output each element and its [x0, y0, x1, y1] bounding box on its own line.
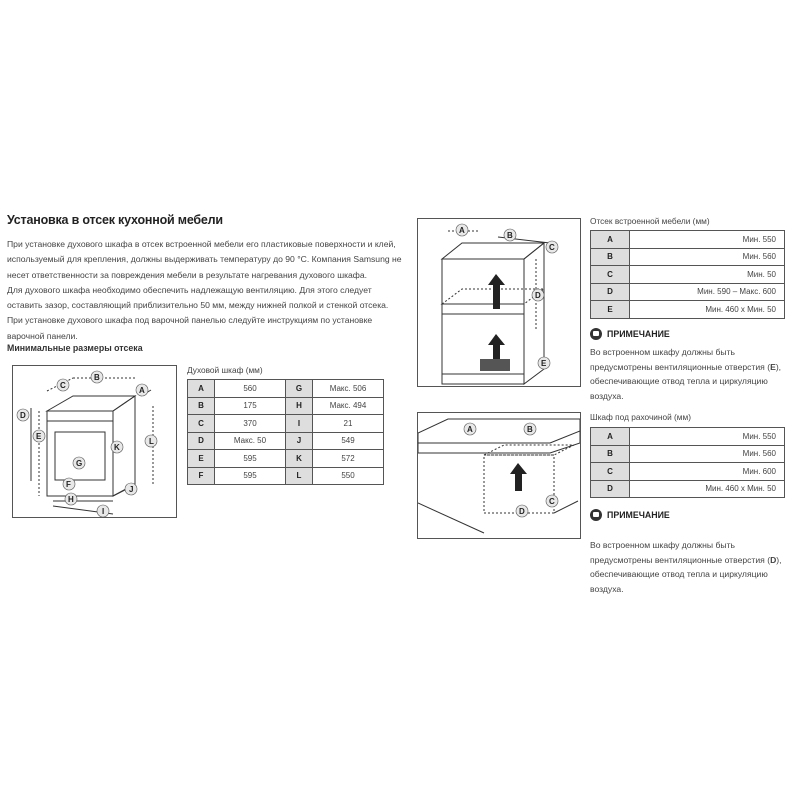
table-row [591, 266, 785, 284]
note-text-start: Во встроенном шкафу должны быть предусмотрены вентиляционные отверстия ( [590, 347, 771, 372]
table-key: L [286, 467, 313, 485]
builtin-note-text [590, 345, 790, 403]
table-value: 572 [313, 450, 384, 468]
table-row [188, 380, 384, 398]
builtin-label-b: B [507, 231, 513, 240]
table-value: 595 [215, 450, 286, 468]
table-key: C [591, 463, 630, 481]
under-hob-table-caption: Шкаф под рахочиной (мм) [590, 412, 691, 422]
table-value: Мин. 460 x Мин. 50 [630, 480, 785, 498]
table-key: A [188, 380, 215, 398]
under-hob-illustration [418, 413, 580, 538]
oven-dimensions-table [187, 379, 384, 485]
table-row [591, 301, 785, 319]
table-row [188, 415, 384, 433]
table-value: Мин. 50 [630, 266, 785, 284]
oven-label-c: C [60, 381, 66, 390]
builtin-note-heading [590, 328, 670, 340]
builtin-label-e: E [541, 359, 547, 368]
intro-paragraph: При установке духового шкафа в отсек встроенной мебели его пластиковые поверхности и клей, используемый для крепления, должны выдерживать температуру до 90 °C. Компания Samsung не несет ответственности за повреждения мебели в результате нагревания духового шкафа. [7, 239, 402, 280]
table-key: H [286, 397, 313, 415]
under-hob-diagram [417, 412, 581, 539]
oven-label-l: L [149, 437, 154, 446]
page-title: Установка в отсек кухонной мебели [7, 213, 223, 227]
oven-label-j: J [129, 485, 134, 494]
table-key: B [591, 248, 630, 266]
under-hob-label-c: C [549, 497, 555, 506]
note-key: D [770, 554, 777, 565]
min-dimensions-heading: Минимальные размеры отсека [7, 343, 143, 353]
oven-dimensions-diagram [12, 365, 177, 518]
table-key: B [591, 445, 630, 463]
table-row [188, 397, 384, 415]
table-value: Мин. 550 [630, 428, 785, 446]
table-key: J [286, 432, 313, 450]
under-hob-table [590, 427, 785, 498]
oven-illustration [13, 366, 176, 517]
oven-label-f: F [66, 480, 71, 489]
table-value: Макс. 50 [215, 432, 286, 450]
table-key: F [188, 467, 215, 485]
oven-label-k: K [114, 443, 120, 452]
table-value: Мин. 560 [630, 445, 785, 463]
table-key: C [188, 415, 215, 433]
table-value: 560 [215, 380, 286, 398]
note-text-end: ), обеспечивающие отвод тепла и циркуляцию воздуха. [590, 554, 782, 594]
table-key: E [188, 450, 215, 468]
note-icon [590, 328, 602, 340]
table-key: A [591, 231, 630, 249]
table-key: K [286, 450, 313, 468]
table-key: B [188, 397, 215, 415]
builtin-label-c: C [549, 243, 555, 252]
oven-label-a: A [139, 386, 145, 395]
builtin-cabinet-table [590, 230, 785, 319]
builtin-cabinet-illustration [418, 219, 580, 386]
table-value: Макс. 494 [313, 397, 384, 415]
table-key: D [591, 480, 630, 498]
table-key: G [286, 380, 313, 398]
oven-label-i: I [102, 507, 105, 516]
table-value: 549 [313, 432, 384, 450]
table-row [591, 463, 785, 481]
builtin-label-a: A [459, 226, 465, 235]
table-value: 595 [215, 467, 286, 485]
table-row [188, 432, 384, 450]
under-hob-label-b: B [527, 425, 533, 434]
oven-label-g: G [76, 459, 83, 468]
table-row [591, 445, 785, 463]
oven-label-d: D [20, 411, 26, 420]
intro-text [7, 237, 402, 344]
oven-label-h: H [68, 495, 74, 504]
intro-paragraph: Для духового шкафа необходимо обеспечить надлежащую вентиляцию. Для этого следует оставить зазор, составляющий приблизительно 50 мм, между нижней полкой и стенкой отсека. [7, 284, 389, 311]
table-key: E [591, 301, 630, 319]
table-value: 370 [215, 415, 286, 433]
table-key: A [591, 428, 630, 446]
under-hob-label-d: D [519, 507, 525, 516]
table-row [591, 248, 785, 266]
builtin-cabinet-diagram [417, 218, 581, 387]
table-value: 21 [313, 415, 384, 433]
table-value: 550 [313, 467, 384, 485]
oven-label-b: B [94, 373, 100, 382]
table-key: I [286, 415, 313, 433]
table-row [188, 450, 384, 468]
note-text-end: ), обеспечивающие отвод тепла и циркуляцию воздуха. [590, 361, 782, 401]
table-row [591, 231, 785, 249]
under-hob-label-a: A [467, 425, 473, 434]
builtin-label-d: D [535, 291, 541, 300]
table-value: Мин. 600 [630, 463, 785, 481]
under-hob-note-heading [590, 509, 670, 521]
table-row [591, 283, 785, 301]
table-value: Мин. 550 [630, 231, 785, 249]
under-hob-note-text [590, 538, 790, 596]
under-hob-note-title: ПРИМЕЧАНИЕ [607, 510, 670, 520]
table-value: Мин. 460 x Мин. 50 [630, 301, 785, 319]
oven-label-e: E [36, 432, 42, 441]
table-value: Макс. 506 [313, 380, 384, 398]
note-icon [590, 509, 602, 521]
builtin-note-title: ПРИМЕЧАНИЕ [607, 329, 670, 339]
builtin-table-caption: Отсек встроенной мебели (мм) [590, 216, 710, 226]
table-value: Мин. 590 – Макс. 600 [630, 283, 785, 301]
table-key: C [591, 266, 630, 284]
intro-paragraph: При установке духового шкафа под варочной панелью следуйте инструкциям по установке варочной панели. [7, 315, 373, 341]
note-key: E [770, 361, 776, 372]
table-row [188, 467, 384, 485]
note-text-start: Во встроенном шкафу должны быть предусмотрены вентиляционные отверстия ( [590, 540, 771, 565]
table-value: 175 [215, 397, 286, 415]
table-row [591, 428, 785, 446]
table-row [591, 480, 785, 498]
table-value: Мин. 560 [630, 248, 785, 266]
oven-table-caption: Духовой шкаф (мм) [187, 365, 263, 375]
table-key: D [591, 283, 630, 301]
table-key: D [188, 432, 215, 450]
